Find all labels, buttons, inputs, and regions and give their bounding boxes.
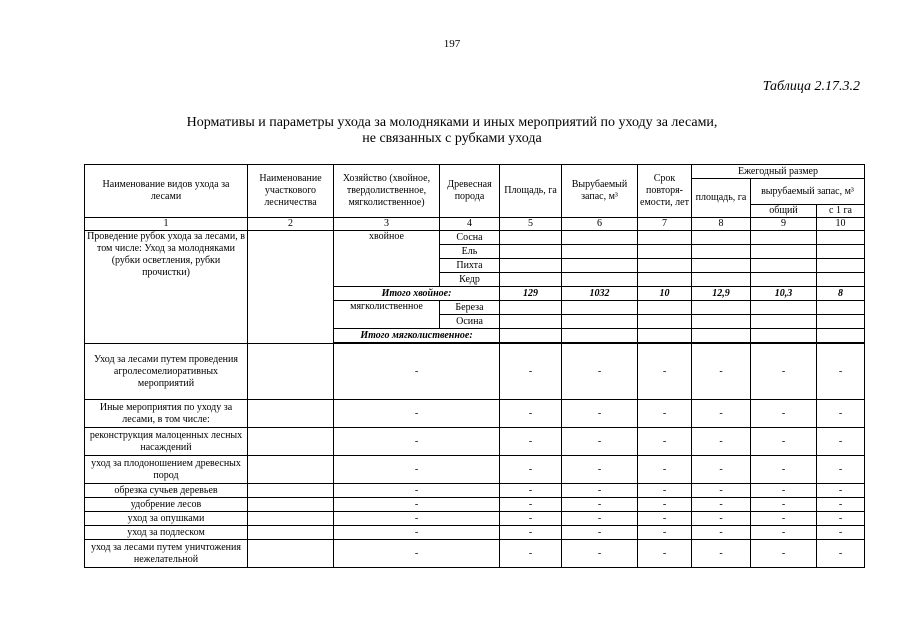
forestry-cell — [248, 344, 334, 400]
activity-label: обрезка сучьев деревьев — [85, 484, 248, 498]
dash-cell: - — [692, 540, 751, 568]
activity-label: уход за лесами путем уничтожения нежелательной — [85, 540, 248, 568]
dash-cell: - — [817, 498, 865, 512]
dash-cell: - — [751, 526, 817, 540]
data-cell — [751, 329, 817, 343]
dash-cell: - — [817, 540, 865, 568]
activity-label: уход за опушками — [85, 512, 248, 526]
data-cell — [638, 315, 692, 329]
data-cell — [638, 273, 692, 287]
data-cell — [817, 273, 865, 287]
header-annual: Ежегодный размер — [692, 165, 865, 179]
table-row — [85, 400, 865, 428]
header-annual-total: общий — [751, 205, 817, 218]
data-cell — [751, 273, 817, 287]
dash-cell: - — [500, 512, 562, 526]
header-stock: Вырубаемый запас, м³ — [562, 165, 638, 218]
table-row — [85, 540, 865, 568]
dash-cell: - — [751, 484, 817, 498]
dash-cell: - — [692, 498, 751, 512]
forestry-cell — [248, 231, 334, 344]
activity-label: Уход за лесами путем проведения агролесомелиоративных мероприятий — [85, 344, 248, 400]
table-caption: Таблица 2.17.3.2 — [762, 79, 860, 94]
header-annual-area: площадь, га — [692, 179, 751, 218]
data-cell — [817, 245, 865, 259]
dash-cell: - — [817, 344, 865, 400]
data-cell — [751, 231, 817, 245]
dash-cell: - — [562, 498, 638, 512]
dash-cell: - — [334, 526, 500, 540]
column-number: 1 — [85, 218, 248, 231]
data-cell — [692, 273, 751, 287]
data-cell — [562, 231, 638, 245]
table-title — [0, 115, 904, 147]
subtotal-coniferous-label: Итого хвойное: — [334, 287, 500, 301]
dash-cell: - — [500, 498, 562, 512]
dash-cell: - — [692, 344, 751, 400]
dash-cell: - — [562, 428, 638, 456]
dash-cell: - — [817, 484, 865, 498]
column-number: 7 — [638, 218, 692, 231]
forestry-cell — [248, 484, 334, 498]
dash-cell: - — [500, 540, 562, 568]
data-cell — [638, 259, 692, 273]
data-cell — [500, 329, 562, 343]
column-number: 10 — [817, 218, 865, 231]
subtotal-stock: 1032 — [562, 287, 638, 301]
data-cell — [500, 273, 562, 287]
norms-table — [84, 164, 865, 568]
species-cell: Сосна — [440, 231, 500, 245]
column-number-row — [85, 218, 865, 231]
dash-cell: - — [500, 484, 562, 498]
header-period: Срок повторя-емости, лет — [638, 165, 692, 218]
dash-cell: - — [334, 540, 500, 568]
forestry-cell — [248, 456, 334, 484]
column-number: 6 — [562, 218, 638, 231]
dash-cell: - — [817, 456, 865, 484]
dash-cell: - — [751, 456, 817, 484]
dash-cell: - — [562, 344, 638, 400]
table-row — [85, 512, 865, 526]
dash-cell: - — [692, 526, 751, 540]
dash-cell: - — [334, 512, 500, 526]
data-cell — [817, 301, 865, 315]
table-row — [85, 344, 865, 400]
dash-cell: - — [638, 456, 692, 484]
dash-cell: - — [751, 498, 817, 512]
dash-cell: - — [334, 400, 500, 428]
dash-cell: - — [500, 428, 562, 456]
data-cell — [817, 231, 865, 245]
dash-cell: - — [638, 526, 692, 540]
dash-cell: - — [638, 400, 692, 428]
dash-cell: - — [638, 484, 692, 498]
forestry-cell — [248, 498, 334, 512]
header-farm: Хозяйство (хвойное, твердолиственное, мягколиственное) — [334, 165, 440, 218]
header-annual-per-ha: с 1 га — [817, 205, 865, 218]
activity-label: уход за подлеском — [85, 526, 248, 540]
dash-cell: - — [334, 484, 500, 498]
header-area: Площадь, га — [500, 165, 562, 218]
header-annual-stock: вырубаемый запас, м³ — [751, 179, 865, 205]
table-row — [85, 231, 865, 245]
forestry-cell — [248, 428, 334, 456]
dash-cell: - — [692, 400, 751, 428]
data-cell — [638, 245, 692, 259]
dash-cell: - — [638, 512, 692, 526]
dash-cell: - — [500, 344, 562, 400]
data-cell — [817, 329, 865, 343]
title-line-1: Нормативы и параметры ухода за молодняками и иных мероприятий по уходу за лесами, — [186, 115, 718, 130]
subtotal-softwood-label: Итого мягколиственное: — [334, 329, 500, 343]
subtotal-annual-per-ha: 8 — [817, 287, 865, 301]
table-row — [85, 456, 865, 484]
dash-cell: - — [500, 400, 562, 428]
data-cell — [500, 301, 562, 315]
data-cell — [500, 245, 562, 259]
activity-label: Иные мероприятия по уходу за лесами, в том числе: — [85, 400, 248, 428]
column-number: 4 — [440, 218, 500, 231]
dash-cell: - — [334, 428, 500, 456]
farm-coniferous: хвойное — [334, 231, 440, 287]
dash-cell: - — [751, 428, 817, 456]
species-cell: Береза — [440, 301, 500, 315]
table-row — [85, 498, 865, 512]
species-cell: Пихта — [440, 259, 500, 273]
dash-cell: - — [638, 540, 692, 568]
species-cell: Осина — [440, 315, 500, 329]
table-row — [85, 428, 865, 456]
forestry-cell — [248, 526, 334, 540]
forestry-cell — [248, 512, 334, 526]
header-row-1 — [85, 165, 865, 179]
dash-cell: - — [638, 344, 692, 400]
dash-cell: - — [692, 512, 751, 526]
data-cell — [500, 259, 562, 273]
dash-cell: - — [751, 344, 817, 400]
activity-label: удобрение лесов — [85, 498, 248, 512]
data-cell — [751, 245, 817, 259]
dash-cell: - — [638, 428, 692, 456]
data-cell — [692, 301, 751, 315]
data-cell — [817, 259, 865, 273]
dash-cell: - — [751, 400, 817, 428]
header-forestry: Наименование участкового лесничества — [248, 165, 334, 218]
activity-thinning: Проведение рубок ухода за лесами, в том числе: Уход за молодняками (рубки осветления, рубки прочистки) — [85, 231, 248, 344]
column-number: 5 — [500, 218, 562, 231]
dash-cell: - — [817, 526, 865, 540]
dash-cell: - — [638, 498, 692, 512]
data-cell — [692, 245, 751, 259]
dash-cell: - — [692, 428, 751, 456]
subtotal-period: 10 — [638, 287, 692, 301]
data-cell — [638, 329, 692, 343]
data-cell — [692, 231, 751, 245]
activity-label: уход за плодоношением древесных пород — [85, 456, 248, 484]
dash-cell: - — [692, 456, 751, 484]
dash-cell: - — [334, 456, 500, 484]
data-cell — [692, 329, 751, 343]
data-cell — [817, 315, 865, 329]
table-row — [85, 484, 865, 498]
data-cell — [692, 315, 751, 329]
species-cell: Ель — [440, 245, 500, 259]
dash-cell: - — [334, 498, 500, 512]
subtotal-annual-total: 10,3 — [751, 287, 817, 301]
dash-cell: - — [562, 400, 638, 428]
data-cell — [562, 329, 638, 343]
dash-cell: - — [817, 400, 865, 428]
dash-cell: - — [562, 526, 638, 540]
column-number: 3 — [334, 218, 440, 231]
other-activities — [85, 344, 865, 568]
page-number: 197 — [443, 38, 461, 50]
data-cell — [638, 231, 692, 245]
dash-cell: - — [817, 428, 865, 456]
data-cell — [751, 301, 817, 315]
header-care-type: Наименование видов ухода за лесами — [85, 165, 248, 218]
data-cell — [562, 315, 638, 329]
dash-cell: - — [751, 540, 817, 568]
data-cell — [500, 315, 562, 329]
column-number: 2 — [248, 218, 334, 231]
dash-cell: - — [562, 484, 638, 498]
subtotal-annual-area: 12,9 — [692, 287, 751, 301]
dash-cell: - — [562, 456, 638, 484]
dash-cell: - — [692, 484, 751, 498]
dash-cell: - — [562, 540, 638, 568]
header-species: Древесная порода — [440, 165, 500, 218]
column-number: 9 — [751, 218, 817, 231]
forestry-cell — [248, 400, 334, 428]
dash-cell: - — [500, 456, 562, 484]
data-cell — [562, 245, 638, 259]
dash-cell: - — [500, 526, 562, 540]
dash-cell: - — [334, 344, 500, 400]
title-line-2: не связанных с рубками ухода — [362, 131, 542, 146]
activity-label: реконструкция малоценных лесных насаждений — [85, 428, 248, 456]
data-cell — [692, 259, 751, 273]
species-cell: Кедр — [440, 273, 500, 287]
dash-cell: - — [562, 512, 638, 526]
data-cell — [562, 301, 638, 315]
forestry-cell — [248, 540, 334, 568]
table-row — [85, 526, 865, 540]
data-cell — [751, 315, 817, 329]
farm-softwood: мягколиственное — [334, 301, 440, 329]
subtotal-area: 129 — [500, 287, 562, 301]
dash-cell: - — [817, 512, 865, 526]
column-number: 8 — [692, 218, 751, 231]
data-cell — [638, 301, 692, 315]
dash-cell: - — [751, 512, 817, 526]
data-cell — [562, 259, 638, 273]
data-cell — [500, 231, 562, 245]
data-cell — [562, 273, 638, 287]
data-cell — [751, 259, 817, 273]
